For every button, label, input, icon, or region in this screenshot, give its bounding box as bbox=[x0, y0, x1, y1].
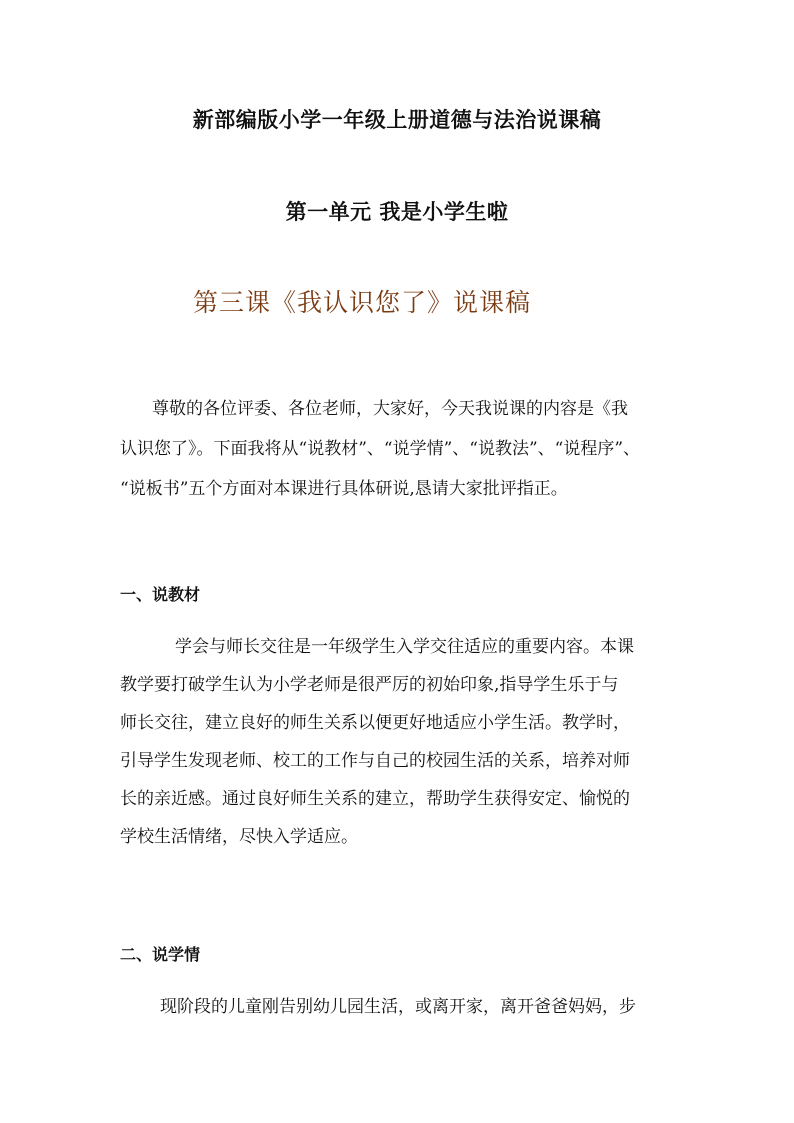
intro-line: 认识您了》。下面我将从“说教材”、“说学情”、“说教法”、“说程序”、 bbox=[120, 439, 641, 459]
paragraph-line: 学校生活情绪，尽快入学适应。 bbox=[120, 827, 358, 847]
paragraph-line: 教学要打破学生认为小学老师是很严厉的初始印象,指导学生乐于与 bbox=[120, 675, 619, 695]
paragraph-line: 长的亲近感。通过良好师生关系的建立，帮助学生获得安定、愉悦的 bbox=[120, 789, 630, 809]
intro-line: “说板书”五个方面对本课进行具体研说,恳请大家批评指正。 bbox=[120, 479, 568, 499]
paragraph-line: 引导学生发现老师、校工的工作与自己的校园生活的关系，培养对师 bbox=[120, 751, 630, 771]
unit-title: 第一单元 我是小学生啦 bbox=[285, 199, 509, 224]
document-title: 新部编版小学一年级上册道德与法治说课稿 bbox=[192, 107, 602, 132]
section-heading-learners: 二、说学情 bbox=[120, 945, 201, 964]
section-heading-textbook: 一、说教材 bbox=[120, 585, 201, 604]
intro-line: 尊敬的各位评委、各位老师，大家好，今天我说课的内容是《我 bbox=[152, 399, 628, 419]
paragraph-line: 师长交往，建立良好的师生关系以便更好地适应小学生活。教学时， bbox=[120, 713, 630, 733]
lesson-title: 第三课《我认识您了》说课稿 bbox=[193, 288, 532, 317]
paragraph-line: 学会与师长交往是一年级学生入学交往适应的重要内容。本课 bbox=[175, 637, 634, 657]
paragraph-line: 现阶段的儿童刚告别幼儿园生活，或离开家，离开爸爸妈妈，步 bbox=[160, 997, 636, 1017]
